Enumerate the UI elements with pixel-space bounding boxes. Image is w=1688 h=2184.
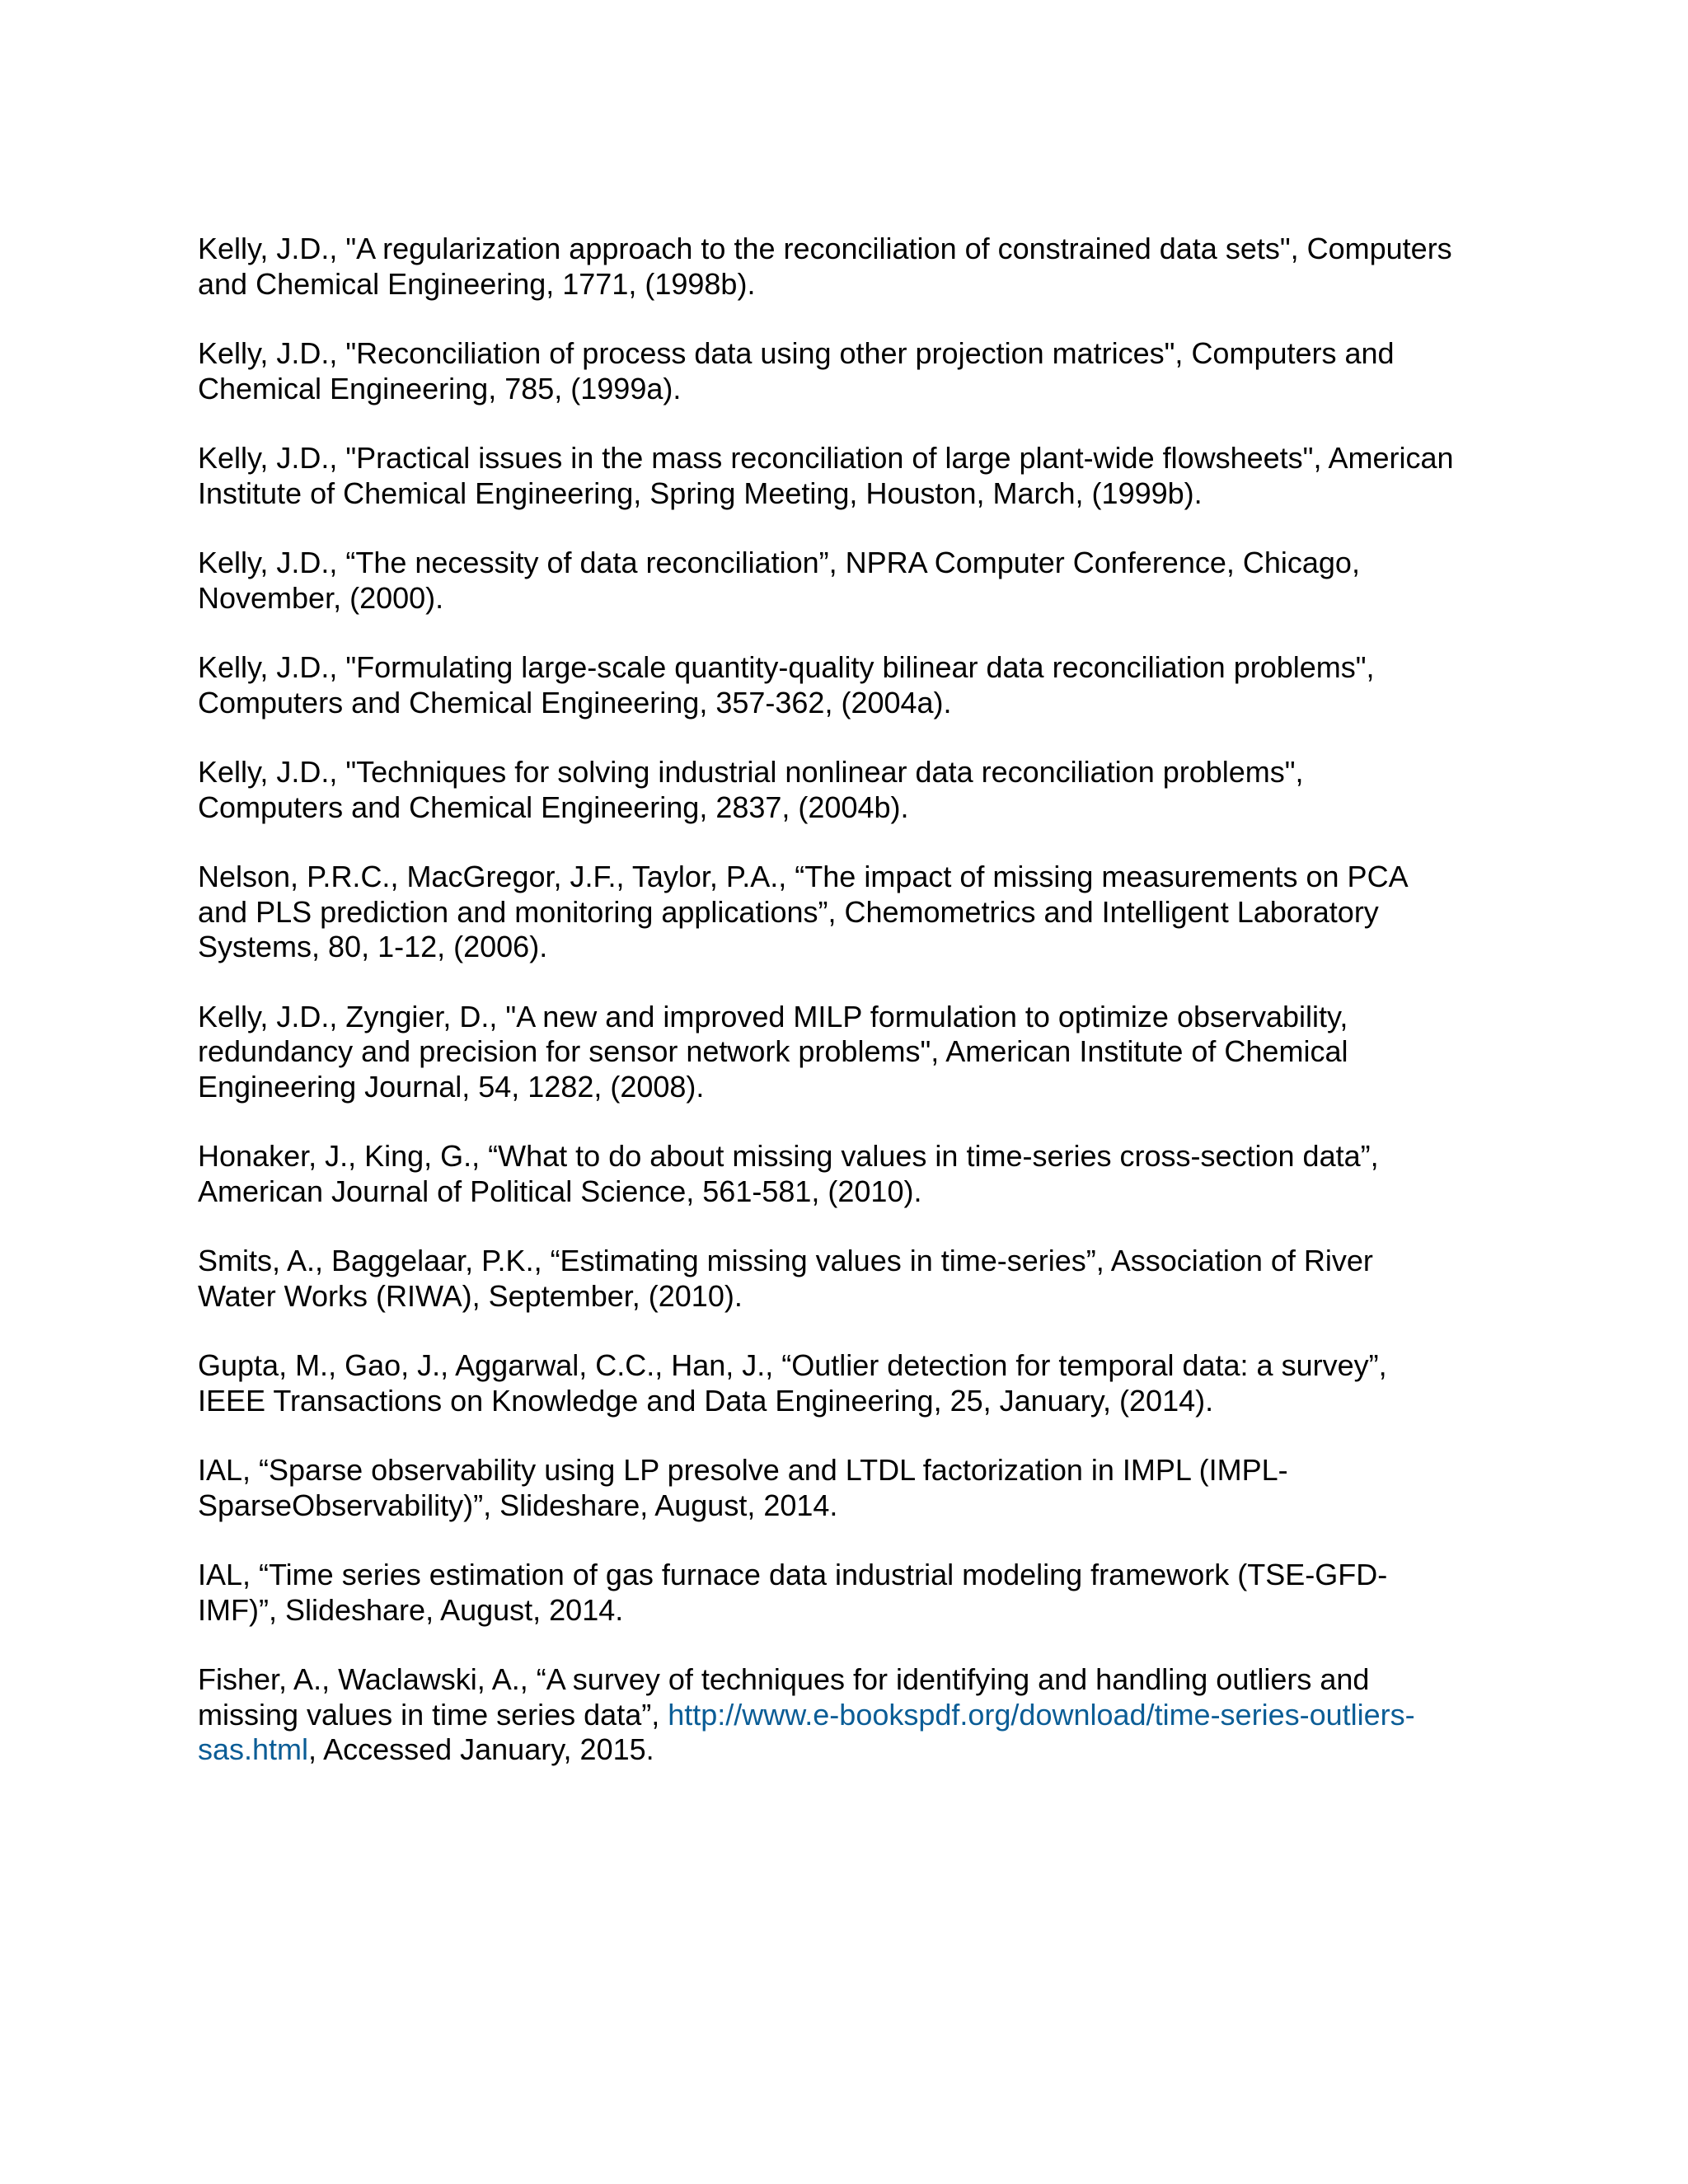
reference-entry: [198, 441, 1517, 511]
reference-entry: [198, 1139, 1517, 1209]
reference-entry: [198, 546, 1517, 616]
reference-entry: [198, 1000, 1517, 1105]
reference-line: Fisher, A., Waclawski, A., “A survey of techniques for identifying and handling outliers and: [198, 1662, 1370, 1696]
reference-line: November, (2000).: [198, 580, 444, 615]
reference-line: Chemical Engineering, 785, (1999a).: [198, 371, 682, 405]
reference-line: Kelly, J.D., "Techniques for solving industrial nonlinear data reconciliation problems",: [198, 755, 1304, 789]
reference-line: Nelson, P.R.C., MacGregor, J.F., Taylor, P.A., “The impact of missing measurements on PCA: [198, 860, 1409, 893]
reference-line: American Journal of Political Science, 561-581, (2010).: [198, 1174, 922, 1208]
reference-line: Smits, A., Baggelaar, P.K., “Estimating missing values in time-series”, Association of River: [198, 1244, 1373, 1277]
reference-line: Kelly, J.D., “The necessity of data reconciliation”, NPRA Computer Conference, Chicago,: [198, 546, 1360, 579]
reference-line: Kelly, J.D., "Practical issues in the mass reconciliation of large plant-wide flowsheets", American: [198, 441, 1454, 475]
reference-entry-fisher: [198, 1662, 1517, 1768]
reference-line: Honaker, J., King, G., “What to do about missing values in time-series cross-section data”,: [198, 1139, 1379, 1173]
reference-entry: [198, 1244, 1517, 1314]
reference-line: missing values in time series data”,: [198, 1697, 668, 1732]
reference-entry: [198, 755, 1517, 825]
reference-line: and PLS prediction and monitoring applications”, Chemometrics and Intelligent Laboratory: [198, 894, 1379, 929]
reference-entry: [198, 336, 1517, 406]
reference-line: IAL, “Time series estimation of gas furnace data industrial modeling framework (TSE-GFD-: [198, 1558, 1388, 1591]
reference-url-part[interactable]: http://www.e-bookspdf.org/download/time-series-outliers-: [668, 1697, 1415, 1732]
reference-line: Gupta, M., Gao, J., Aggarwal, C.C., Han, J., “Outlier detection for temporal data: a survey”,: [198, 1348, 1387, 1382]
reference-entry: [198, 650, 1517, 720]
reference-entry: [198, 860, 1517, 965]
reference-line: Kelly, J.D., "A regularization approach to the reconciliation of constrained data sets", Computers: [198, 232, 1452, 265]
reference-line: Kelly, J.D., Zyngier, D., "A new and improved MILP formulation to optimize observability,: [198, 999, 1348, 1033]
reference-line: IMF)”, Slideshare, August, 2014.: [198, 1592, 624, 1627]
reference-line: Systems, 80, 1-12, (2006).: [198, 930, 548, 963]
reference-accessed-date: , Accessed January, 2015.: [308, 1732, 654, 1766]
reference-url-part[interactable]: sas.html: [198, 1732, 309, 1766]
reference-entry: [198, 1453, 1517, 1523]
reference-line: Kelly, J.D., "Formulating large-scale quantity-quality bilinear data reconciliation problems",: [198, 650, 1375, 684]
reference-line: Computers and Chemical Engineering, 357-362, (2004a).: [198, 685, 952, 719]
reference-entry: [198, 232, 1517, 302]
reference-line: redundancy and precision for sensor network problems", American Institute of Chemical: [198, 1034, 1348, 1068]
reference-line: IAL, “Sparse observability using LP presolve and LTDL factorization in IMPL (IMPL-: [198, 1453, 1288, 1487]
reference-list: [198, 232, 1517, 1802]
reference-entry: [198, 1558, 1517, 1628]
reference-line: Institute of Chemical Engineering, Spring Meeting, Houston, March, (1999b).: [198, 476, 1203, 510]
reference-entry: [198, 1348, 1517, 1418]
reference-line: Engineering Journal, 54, 1282, (2008).: [198, 1069, 705, 1104]
reference-line: SparseObservability)”, Slideshare, August, 2014.: [198, 1488, 838, 1522]
reference-line: IEEE Transactions on Knowledge and Data Engineering, 25, January, (2014).: [198, 1383, 1214, 1418]
reference-line: Kelly, J.D., "Reconciliation of process data using other projection matrices", Computers and: [198, 336, 1395, 370]
reference-line: Computers and Chemical Engineering, 2837, (2004b).: [198, 790, 909, 824]
reference-line: Water Works (RIWA), September, (2010).: [198, 1278, 743, 1313]
reference-line: and Chemical Engineering, 1771, (1998b).: [198, 266, 756, 301]
